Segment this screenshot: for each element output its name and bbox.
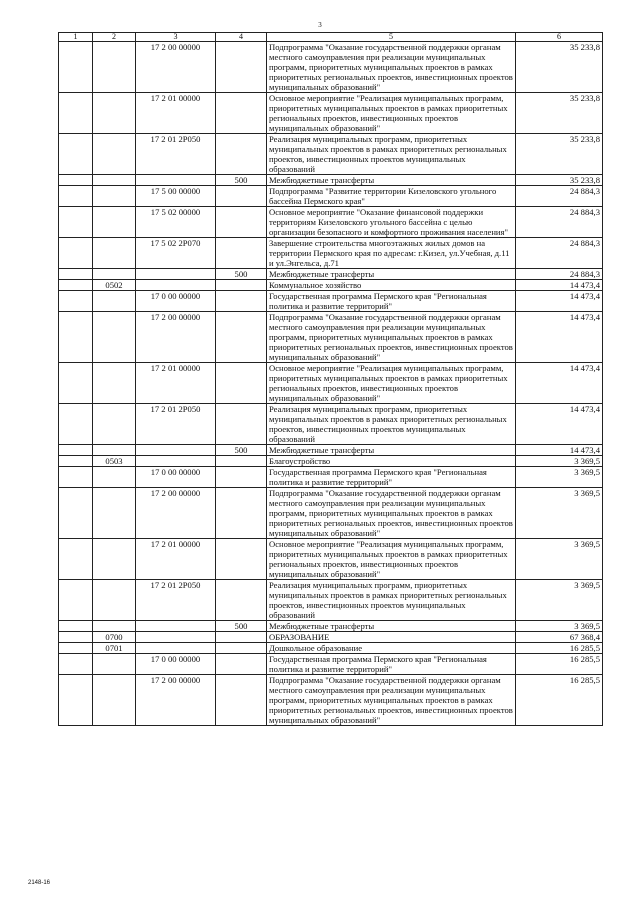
expense-type-cell: [216, 280, 267, 291]
table-row: [59, 291, 603, 312]
header-col-1: 1: [59, 33, 93, 42]
amount-cell: 14 473,4: [516, 363, 603, 404]
expense-type-cell: 500: [216, 621, 267, 632]
table-row: [59, 42, 603, 93]
table-row: [59, 207, 603, 238]
section-code-cell: 0701: [93, 643, 136, 654]
target-article-cell: [136, 621, 216, 632]
expense-type-cell: [216, 312, 267, 363]
section-code-cell: [93, 175, 136, 186]
expense-type-cell: [216, 643, 267, 654]
row-number-cell: [59, 186, 93, 207]
target-article-cell: 17 0 00 00000: [136, 467, 216, 488]
row-number-cell: [59, 456, 93, 467]
expense-type-cell: [216, 539, 267, 580]
table-row: [59, 186, 603, 207]
item-name-cell: Благоустройство: [267, 456, 516, 467]
table-row: [59, 134, 603, 175]
section-code-cell: 0700: [93, 632, 136, 643]
row-number-cell: [59, 404, 93, 445]
amount-cell: 3 369,5: [516, 456, 603, 467]
table-row: [59, 654, 603, 675]
section-code-cell: [93, 404, 136, 445]
row-number-cell: [59, 238, 93, 269]
target-article-cell: 17 2 01 2Р050: [136, 404, 216, 445]
table-row: [59, 238, 603, 269]
item-name-cell: Государственная программа Пермского края "Региональная политика и развитие территорий": [267, 467, 516, 488]
item-name-cell: ОБРАЗОВАНИЕ: [267, 632, 516, 643]
budget-table: [58, 32, 603, 726]
amount-cell: 24 884,3: [516, 238, 603, 269]
amount-cell: 3 369,5: [516, 488, 603, 539]
page-number: 3: [318, 21, 322, 29]
amount-cell: 14 473,4: [516, 280, 603, 291]
amount-cell: 24 884,3: [516, 186, 603, 207]
item-name-cell: Межбюджетные трансферты: [267, 175, 516, 186]
table-row: [59, 93, 603, 134]
amount-cell: 3 369,5: [516, 621, 603, 632]
target-article-cell: [136, 632, 216, 643]
footer-document-code: 2148-16: [28, 880, 51, 886]
table-row: [59, 175, 603, 186]
table-row: [59, 621, 603, 632]
expense-type-cell: 500: [216, 445, 267, 456]
table-row: [59, 269, 603, 280]
item-name-cell: Межбюджетные трансферты: [267, 445, 516, 456]
header-col-2: 2: [93, 33, 136, 42]
target-article-cell: 17 5 02 2Р070: [136, 238, 216, 269]
header-col-6: 6: [516, 33, 603, 42]
table-row: [59, 539, 603, 580]
section-code-cell: [93, 186, 136, 207]
row-number-cell: [59, 654, 93, 675]
row-number-cell: [59, 643, 93, 654]
expense-type-cell: [216, 291, 267, 312]
row-number-cell: [59, 467, 93, 488]
section-code-cell: [93, 238, 136, 269]
table-row: [59, 643, 603, 654]
target-article-cell: 17 0 00 00000: [136, 654, 216, 675]
item-name-cell: Основное мероприятие "Реализация муниципальных программ, приоритетных муниципальных проектов в рамках приоритетных региональных проектов, инвестиционных проектов муниципальных образований": [267, 93, 516, 134]
expense-type-cell: [216, 654, 267, 675]
amount-cell: 14 473,4: [516, 404, 603, 445]
item-name-cell: Межбюджетные трансферты: [267, 621, 516, 632]
row-number-cell: [59, 539, 93, 580]
item-name-cell: Основное мероприятие "Реализация муниципальных программ, приоритетных муниципальных проектов в рамках приоритетных региональных проектов, инвестиционных проектов муниципальных образований": [267, 539, 516, 580]
section-code-cell: [93, 269, 136, 280]
amount-cell: 24 884,3: [516, 207, 603, 238]
target-article-cell: 17 5 02 00000: [136, 207, 216, 238]
table-row: [59, 363, 603, 404]
header-col-5: 5: [267, 33, 516, 42]
amount-cell: 3 369,5: [516, 539, 603, 580]
row-number-cell: [59, 488, 93, 539]
table-row: [59, 675, 603, 726]
budget-table-body: [59, 33, 603, 726]
section-code-cell: 0503: [93, 456, 136, 467]
target-article-cell: 17 2 00 00000: [136, 675, 216, 726]
expense-type-cell: [216, 363, 267, 404]
item-name-cell: Подпрограмма "Развитие территории Кизеловского угольного бассейна Пермского края": [267, 186, 516, 207]
amount-cell: 16 285,5: [516, 643, 603, 654]
expense-type-cell: [216, 488, 267, 539]
row-number-cell: [59, 175, 93, 186]
table-row: [59, 445, 603, 456]
item-name-cell: Основное мероприятие "Реализация муниципальных программ, приоритетных муниципальных проектов в рамках приоритетных региональных проектов, инвестиционных проектов муниципальных образований": [267, 363, 516, 404]
item-name-cell: Реализация муниципальных программ, приоритетных муниципальных проектов в рамках приоритетных региональных проектов, инвестиционных проектов муниципальных образований: [267, 580, 516, 621]
amount-cell: 35 233,8: [516, 134, 603, 175]
section-code-cell: [93, 93, 136, 134]
expense-type-cell: [216, 238, 267, 269]
header-col-4: 4: [216, 33, 267, 42]
amount-cell: 14 473,4: [516, 445, 603, 456]
section-code-cell: [93, 312, 136, 363]
row-number-cell: [59, 580, 93, 621]
section-code-cell: [93, 621, 136, 632]
amount-cell: 3 369,5: [516, 580, 603, 621]
amount-cell: 35 233,8: [516, 42, 603, 93]
section-code-cell: [93, 445, 136, 456]
target-article-cell: 17 2 00 00000: [136, 488, 216, 539]
section-code-cell: [93, 675, 136, 726]
row-number-cell: [59, 621, 93, 632]
target-article-cell: [136, 175, 216, 186]
row-number-cell: [59, 42, 93, 93]
item-name-cell: Основное мероприятие "Оказание финансовой поддержки территориям Кизеловского угольного бассейна с целью организации безопасного и комфортного проживания населения": [267, 207, 516, 238]
target-article-cell: [136, 445, 216, 456]
table-row: [59, 632, 603, 643]
target-article-cell: 17 2 01 00000: [136, 363, 216, 404]
target-article-cell: 17 2 00 00000: [136, 42, 216, 93]
table-row: [59, 312, 603, 363]
row-number-cell: [59, 632, 93, 643]
item-name-cell: Дошкольное образование: [267, 643, 516, 654]
row-number-cell: [59, 675, 93, 726]
table-header-row: [59, 33, 603, 42]
row-number-cell: [59, 291, 93, 312]
item-name-cell: Государственная программа Пермского края "Региональная политика и развитие территорий": [267, 291, 516, 312]
target-article-cell: [136, 456, 216, 467]
section-code-cell: [93, 488, 136, 539]
row-number-cell: [59, 269, 93, 280]
section-code-cell: [93, 291, 136, 312]
amount-cell: 14 473,4: [516, 312, 603, 363]
expense-type-cell: [216, 42, 267, 93]
section-code-cell: [93, 580, 136, 621]
table-row: [59, 456, 603, 467]
amount-cell: 3 369,5: [516, 467, 603, 488]
section-code-cell: [93, 42, 136, 93]
item-name-cell: Подпрограмма "Оказание государственной поддержки органам местного самоуправления при реализации муниципальных программ, приоритетных муниципальных проектов в рамках приоритетных региональных проектов, инвестиционных проектов муниципальных образований": [267, 675, 516, 726]
item-name-cell: Государственная программа Пермского края "Региональная политика и развитие территорий": [267, 654, 516, 675]
amount-cell: 14 473,4: [516, 291, 603, 312]
expense-type-cell: [216, 134, 267, 175]
row-number-cell: [59, 134, 93, 175]
section-code-cell: 0502: [93, 280, 136, 291]
row-number-cell: [59, 363, 93, 404]
section-code-cell: [93, 363, 136, 404]
item-name-cell: Межбюджетные трансферты: [267, 269, 516, 280]
target-article-cell: 17 2 01 2Р050: [136, 580, 216, 621]
target-article-cell: 17 0 00 00000: [136, 291, 216, 312]
target-article-cell: 17 2 01 00000: [136, 539, 216, 580]
item-name-cell: Коммунальное хозяйство: [267, 280, 516, 291]
section-code-cell: [93, 539, 136, 580]
expense-type-cell: 500: [216, 175, 267, 186]
target-article-cell: 17 2 00 00000: [136, 312, 216, 363]
amount-cell: 24 884,3: [516, 269, 603, 280]
table-row: [59, 280, 603, 291]
item-name-cell: Реализация муниципальных программ, приоритетных муниципальных проектов в рамках приоритетных региональных проектов, инвестиционных проектов муниципальных образований: [267, 134, 516, 175]
expense-type-cell: 500: [216, 269, 267, 280]
expense-type-cell: [216, 93, 267, 134]
amount-cell: 67 368,4: [516, 632, 603, 643]
expense-type-cell: [216, 404, 267, 445]
section-code-cell: [93, 654, 136, 675]
item-name-cell: Подпрограмма "Оказание государственной поддержки органам местного самоуправления при реализации муниципальных программ, приоритетных муниципальных проектов в рамках приоритетных региональных проектов, инвестиционных проектов муниципальных образований": [267, 488, 516, 539]
target-article-cell: [136, 643, 216, 654]
item-name-cell: Подпрограмма "Оказание государственной поддержки органам местного самоуправления при реализации муниципальных программ, приоритетных муниципальных проектов в рамках приоритетных региональных проектов, инвестиционных проектов муниципальных образований": [267, 312, 516, 363]
target-article-cell: [136, 269, 216, 280]
expense-type-cell: [216, 467, 267, 488]
target-article-cell: [136, 280, 216, 291]
target-article-cell: 17 2 01 00000: [136, 93, 216, 134]
row-number-cell: [59, 93, 93, 134]
row-number-cell: [59, 280, 93, 291]
expense-type-cell: [216, 632, 267, 643]
target-article-cell: 17 5 00 00000: [136, 186, 216, 207]
expense-type-cell: [216, 186, 267, 207]
table-row: [59, 404, 603, 445]
section-code-cell: [93, 134, 136, 175]
amount-cell: 35 233,8: [516, 175, 603, 186]
expense-type-cell: [216, 580, 267, 621]
row-number-cell: [59, 207, 93, 238]
amount-cell: 35 233,8: [516, 93, 603, 134]
table-row: [59, 467, 603, 488]
expense-type-cell: [216, 456, 267, 467]
amount-cell: 16 285,5: [516, 675, 603, 726]
item-name-cell: Подпрограмма "Оказание государственной поддержки органам местного самоуправления при реализации муниципальных программ, приоритетных муниципальных проектов в рамках приоритетных региональных проектов, инвестиционных проектов муниципальных образований": [267, 42, 516, 93]
table-row: [59, 580, 603, 621]
row-number-cell: [59, 312, 93, 363]
item-name-cell: Реализация муниципальных программ, приоритетных муниципальных проектов в рамках приоритетных региональных проектов, инвестиционных проектов муниципальных образований: [267, 404, 516, 445]
item-name-cell: Завершение строительства многоэтажных жилых домов на территории Пермского края по адресам: г.Кизел, ул.Учебная, д.11 и ул.Энгельса, д.71: [267, 238, 516, 269]
amount-cell: 16 285,5: [516, 654, 603, 675]
table-row: [59, 488, 603, 539]
target-article-cell: 17 2 01 2Р050: [136, 134, 216, 175]
header-col-3: 3: [136, 33, 216, 42]
expense-type-cell: [216, 207, 267, 238]
expense-type-cell: [216, 675, 267, 726]
section-code-cell: [93, 467, 136, 488]
row-number-cell: [59, 445, 93, 456]
section-code-cell: [93, 207, 136, 238]
